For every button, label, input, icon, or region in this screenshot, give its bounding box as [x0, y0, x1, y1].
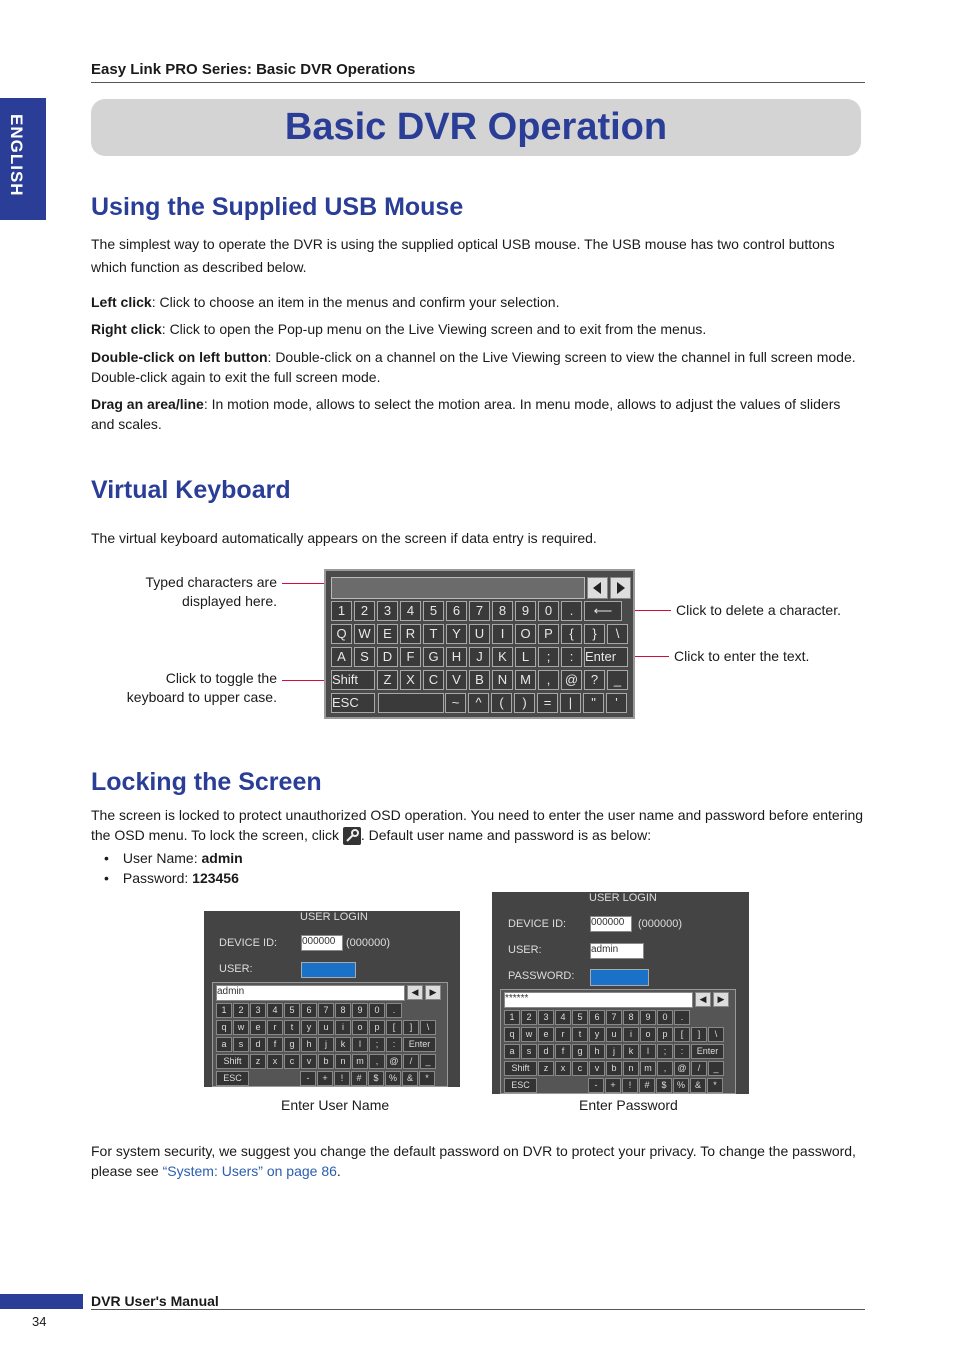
key[interactable]: P — [538, 624, 559, 644]
mini-key[interactable]: i — [623, 1027, 639, 1042]
key[interactable]: F — [400, 647, 421, 667]
key[interactable]: 7 — [469, 601, 490, 621]
user-input[interactable] — [301, 962, 356, 978]
mini-key[interactable]: t — [284, 1020, 300, 1035]
mini-right-arrow-icon[interactable]: ▶ — [713, 992, 729, 1007]
mini-key[interactable]: e — [250, 1020, 266, 1035]
virtual-keyboard — [324, 569, 635, 719]
key[interactable]: 6 — [446, 601, 467, 621]
mini-key[interactable]: h — [589, 1044, 605, 1059]
term: Drag an area/line — [91, 396, 204, 412]
user-label: USER: — [508, 944, 542, 956]
mini-key[interactable]: . — [386, 1003, 402, 1018]
key[interactable]: G — [423, 647, 444, 667]
mini-key[interactable]: , — [657, 1061, 673, 1076]
mini-keyboard — [212, 982, 448, 1087]
mini-key[interactable]: 5 — [572, 1010, 588, 1025]
user-label: USER: — [219, 963, 253, 975]
login-title: USER LOGIN — [589, 892, 657, 904]
key[interactable]: V — [446, 670, 467, 690]
mini-key[interactable]: 9 — [640, 1010, 656, 1025]
mini-key[interactable]: \ — [708, 1027, 724, 1042]
term: Left click — [91, 294, 152, 310]
key[interactable]: { — [561, 624, 582, 644]
key[interactable]: = — [537, 693, 558, 713]
mini-key[interactable]: 3 — [250, 1003, 266, 1018]
mini-key[interactable]: ! — [334, 1071, 350, 1086]
mini-left-arrow-icon[interactable]: ◀ — [695, 992, 711, 1007]
mouse-item-right-click — [91, 319, 866, 339]
callout-shift: Click to toggle the keyboard to upper case. — [126, 670, 277, 705]
mini-key[interactable]: q — [504, 1027, 520, 1042]
mini-key[interactable]: h — [301, 1037, 317, 1052]
mini-key[interactable]: s — [233, 1037, 249, 1052]
mini-key[interactable]: m — [640, 1061, 656, 1076]
mini-key[interactable]: ESC — [504, 1078, 537, 1093]
key[interactable]: . — [561, 601, 582, 621]
mini-key[interactable]: f — [267, 1037, 283, 1052]
mini-key[interactable]: y — [589, 1027, 605, 1042]
mini-key[interactable]: / — [403, 1054, 419, 1069]
mini-key[interactable]: g — [284, 1037, 300, 1052]
mini-key[interactable]: m — [352, 1054, 368, 1069]
login-screen-user — [204, 911, 460, 1087]
keyboard-heading: Virtual Keyboard — [91, 476, 291, 504]
footer-title: DVR User's Manual — [91, 1293, 219, 1309]
mouse-intro: The simplest way to operate the DVR is using the supplied optical USB mouse. The USB mouse has two control buttons which function as described below. — [91, 236, 835, 275]
key[interactable]: 8 — [492, 601, 513, 621]
mini-key[interactable]: 9 — [352, 1003, 368, 1018]
mini-key[interactable]: ESC — [216, 1071, 249, 1086]
mini-key[interactable]: 1 — [504, 1010, 520, 1025]
key[interactable]: T — [423, 624, 444, 644]
key[interactable]: U — [469, 624, 490, 644]
mini-key[interactable]: 0 — [657, 1010, 673, 1025]
mini-key[interactable]: f — [555, 1044, 571, 1059]
mini-key[interactable]: : — [386, 1037, 402, 1052]
key[interactable]: } — [584, 624, 605, 644]
cursor-left-button[interactable] — [587, 577, 608, 599]
key[interactable]: A — [331, 647, 352, 667]
password-input[interactable] — [590, 969, 649, 986]
mini-key[interactable]: ] — [691, 1027, 707, 1042]
mini-key[interactable]: q — [216, 1020, 232, 1035]
mini-key[interactable]: a — [216, 1037, 232, 1052]
mini-right-arrow-icon[interactable]: ▶ — [425, 985, 441, 1000]
typed-text-field[interactable] — [331, 577, 585, 599]
mini-key[interactable]: [ — [386, 1020, 402, 1035]
callout-delete: Click to delete a character. — [676, 602, 841, 618]
bullet-password: • Password: 123456 — [104, 870, 239, 886]
mini-key[interactable]: 7 — [606, 1010, 622, 1025]
key[interactable]: I — [492, 624, 513, 644]
mini-key[interactable]: 0 — [369, 1003, 385, 1018]
mini-key[interactable]: $ — [656, 1078, 672, 1093]
mini-key[interactable]: i — [335, 1020, 351, 1035]
key[interactable]: 4 — [400, 601, 421, 621]
key[interactable]: N — [492, 670, 513, 690]
page-title: Basic DVR Operation — [284, 106, 668, 148]
mini-key[interactable]: & — [402, 1071, 418, 1086]
bullet-value: 123456 — [192, 870, 239, 886]
mini-key[interactable]: \ — [420, 1020, 436, 1035]
key[interactable]: ; — [538, 647, 559, 667]
key[interactable]: @ — [561, 670, 582, 690]
mini-key[interactable]: % — [673, 1078, 689, 1093]
desc: : Click to choose an item in the menus and confirm your selection. — [151, 294, 560, 310]
desc: : Click to open the Pop-up menu on the Live Viewing screen and to exit from the menus. — [161, 321, 707, 337]
mini-key[interactable]: Shift — [216, 1054, 249, 1069]
mini-key[interactable]: d — [250, 1037, 266, 1052]
callout-typed: Typed characters are displayed here. — [145, 574, 277, 609]
key[interactable]: Y — [446, 624, 467, 644]
key[interactable]: E — [377, 624, 398, 644]
footer-rule — [91, 1309, 865, 1310]
key[interactable]: L — [515, 647, 536, 667]
mini-key[interactable]: y — [301, 1020, 317, 1035]
device-id-input[interactable]: 000000 — [590, 916, 632, 932]
mini-key[interactable]: Enter — [403, 1037, 436, 1052]
mini-key[interactable]: 2 — [521, 1010, 537, 1025]
mini-key[interactable]: ; — [369, 1037, 385, 1052]
security-note-end: . — [336, 1163, 341, 1179]
mini-key[interactable]: p — [369, 1020, 385, 1035]
mini-key[interactable]: ! — [622, 1078, 638, 1093]
key[interactable]: _ — [607, 670, 628, 690]
mini-key[interactable]: _ — [420, 1054, 436, 1069]
mini-key[interactable]: 7 — [318, 1003, 334, 1018]
mini-key[interactable]: s — [521, 1044, 537, 1059]
login-title: USER LOGIN — [300, 911, 368, 923]
mini-key[interactable]: ] — [403, 1020, 419, 1035]
key[interactable]: K — [492, 647, 513, 667]
mini-key[interactable]: : — [674, 1044, 690, 1059]
mini-key[interactable]: a — [504, 1044, 520, 1059]
login-screen-password — [492, 892, 749, 1094]
key[interactable]: : — [561, 647, 582, 667]
key[interactable]: ) — [514, 693, 535, 713]
key[interactable]: | — [560, 693, 581, 713]
device-id-hint: (000000) — [638, 918, 683, 930]
key[interactable]: 2 — [354, 601, 375, 621]
mini-left-arrow-icon[interactable]: ◀ — [407, 985, 423, 1000]
caption-user: Enter User Name — [281, 1097, 390, 1113]
key[interactable]: ^ — [468, 693, 489, 713]
mini-key[interactable]: o — [640, 1027, 656, 1042]
running-header: Easy Link PRO Series: Basic DVR Operations — [91, 61, 416, 78]
mini-key[interactable]: c — [284, 1054, 300, 1069]
mini-text-field[interactable]: admin — [216, 985, 405, 1001]
key[interactable]: D — [377, 647, 398, 667]
mini-key[interactable]: 6 — [301, 1003, 317, 1018]
key[interactable]: M — [515, 670, 536, 690]
mini-key[interactable]: v — [589, 1061, 605, 1076]
keyboard-intro: The virtual keyboard automatically appears on the screen if data entry is required. — [91, 530, 597, 546]
mini-key[interactable]: 4 — [555, 1010, 571, 1025]
mini-key[interactable]: Shift — [504, 1061, 537, 1076]
key[interactable]: 3 — [377, 601, 398, 621]
security-note — [91, 1141, 866, 1181]
key[interactable]: Shift — [331, 670, 375, 690]
footer-bar — [0, 1294, 83, 1309]
title-bar — [91, 99, 861, 156]
mini-key[interactable]: @ — [674, 1061, 690, 1076]
key[interactable]: Enter — [584, 647, 628, 667]
mini-key[interactable]: k — [335, 1037, 351, 1052]
mini-key[interactable]: * — [419, 1071, 435, 1086]
mini-key[interactable]: j — [318, 1037, 334, 1052]
default-credentials — [104, 848, 243, 888]
key[interactable]: C — [423, 670, 444, 690]
header-rule — [91, 82, 865, 83]
mini-key[interactable]: x — [267, 1054, 283, 1069]
callout-line — [282, 680, 330, 681]
backspace-key[interactable]: ⟵ — [584, 601, 622, 621]
mini-keyboard — [500, 989, 736, 1094]
desc: : In motion mode, allows to select the motion area. In menu mode, allows to adjust the values of sliders and scales. — [91, 396, 841, 432]
bullet-username: • User Name: admin — [104, 850, 243, 866]
mini-key[interactable]: + — [317, 1071, 333, 1086]
page-number: 34 — [32, 1314, 47, 1329]
key[interactable]: Z — [377, 670, 398, 690]
key[interactable]: X — [400, 670, 421, 690]
key[interactable]: 0 — [538, 601, 559, 621]
mini-key[interactable]: % — [385, 1071, 401, 1086]
mini-key[interactable]: & — [690, 1078, 706, 1093]
locking-intro-a: The screen is locked to protect unauthorized OSD operation. You need to enter the user name and password before entering the OSD menu. To lock the screen, click — [91, 807, 864, 843]
mini-key[interactable]: o — [352, 1020, 368, 1035]
mini-key[interactable]: $ — [368, 1071, 384, 1086]
mini-key[interactable]: - — [588, 1078, 604, 1093]
device-id-label: DEVICE ID: — [219, 937, 278, 949]
mini-key[interactable]: 6 — [589, 1010, 605, 1025]
mini-key[interactable]: # — [639, 1078, 655, 1093]
term: Right click — [91, 321, 162, 337]
device-id-hint: (000000) — [346, 937, 391, 949]
users-page-link[interactable]: “System: Users” on page 86 — [162, 1163, 337, 1179]
arrow-left-icon — [593, 582, 601, 594]
mini-key[interactable]: j — [606, 1044, 622, 1059]
key[interactable]: W — [354, 624, 375, 644]
language-tab — [0, 98, 46, 220]
key[interactable]: B — [469, 670, 490, 690]
lock-icon — [343, 827, 361, 845]
locking-intro — [91, 805, 866, 845]
mini-key[interactable]: 4 — [267, 1003, 283, 1018]
key[interactable]: \ — [607, 624, 628, 644]
mini-key[interactable]: z — [538, 1061, 554, 1076]
mini-key[interactable]: 3 — [538, 1010, 554, 1025]
device-id-label: DEVICE ID: — [508, 918, 567, 930]
mini-key[interactable]: . — [674, 1010, 690, 1025]
cursor-right-button[interactable] — [610, 577, 631, 599]
key[interactable]: " — [583, 693, 604, 713]
mini-key[interactable]: x — [555, 1061, 571, 1076]
mini-key[interactable]: g — [572, 1044, 588, 1059]
key[interactable]: R — [400, 624, 421, 644]
mini-key[interactable]: r — [267, 1020, 283, 1035]
key[interactable]: ~ — [445, 693, 466, 713]
key[interactable]: S — [354, 647, 375, 667]
mini-key[interactable]: n — [623, 1061, 639, 1076]
key[interactable]: H — [446, 647, 467, 667]
mini-key[interactable]: + — [605, 1078, 621, 1093]
mini-key[interactable]: # — [351, 1071, 367, 1086]
mini-key[interactable]: / — [691, 1061, 707, 1076]
key[interactable]: O — [515, 624, 536, 644]
language-tab-label: ENGLISH — [7, 114, 26, 197]
arrow-right-icon — [617, 582, 625, 594]
mini-key[interactable]: u — [606, 1027, 622, 1042]
bullet-label: User Name: — [122, 850, 202, 866]
locking-heading: Locking the Screen — [91, 768, 322, 796]
mini-key[interactable]: l — [640, 1044, 656, 1059]
mini-key[interactable]: 2 — [233, 1003, 249, 1018]
mini-key[interactable]: v — [301, 1054, 317, 1069]
key[interactable]: ? — [584, 670, 605, 690]
password-label: PASSWORD: — [508, 970, 575, 982]
mini-key[interactable]: ; — [657, 1044, 673, 1059]
mini-key[interactable]: w — [521, 1027, 537, 1042]
bullet-label: Password: — [122, 870, 193, 886]
mouse-item-double-click — [91, 347, 866, 387]
mini-key[interactable]: r — [555, 1027, 571, 1042]
key[interactable]: ( — [491, 693, 512, 713]
mouse-item-drag — [91, 394, 866, 434]
mini-key[interactable]: p — [657, 1027, 673, 1042]
mini-key[interactable]: 5 — [284, 1003, 300, 1018]
key[interactable]: , — [538, 670, 559, 690]
mini-key[interactable]: - — [300, 1071, 316, 1086]
mouse-item-left-click — [91, 292, 866, 312]
key[interactable]: 5 — [423, 601, 444, 621]
mini-key[interactable]: k — [623, 1044, 639, 1059]
mini-key[interactable]: * — [707, 1078, 723, 1093]
mini-key[interactable]: , — [369, 1054, 385, 1069]
mini-key[interactable]: t — [572, 1027, 588, 1042]
mini-key[interactable]: c — [572, 1061, 588, 1076]
key[interactable]: 9 — [515, 601, 536, 621]
mini-key[interactable]: u — [318, 1020, 334, 1035]
callout-enter: Click to enter the text. — [674, 648, 810, 664]
key[interactable]: Q — [331, 624, 352, 644]
mini-key[interactable]: b — [606, 1061, 622, 1076]
desc: : Double-click on a channel on the Live Viewing screen to view the channel in full screen mode. Double-click again to exit the full screen mode. — [91, 349, 856, 385]
mini-key[interactable]: n — [335, 1054, 351, 1069]
callout-line — [282, 583, 330, 584]
space-key[interactable] — [378, 693, 444, 713]
mini-key[interactable]: d — [538, 1044, 554, 1059]
mini-key[interactable]: w — [233, 1020, 249, 1035]
mini-text-field[interactable]: ****** — [504, 992, 693, 1008]
mini-key[interactable]: Enter — [691, 1044, 724, 1059]
mini-key[interactable]: 1 — [216, 1003, 232, 1018]
mini-key[interactable]: 8 — [335, 1003, 351, 1018]
key[interactable]: ' — [606, 693, 627, 713]
mini-key[interactable]: [ — [674, 1027, 690, 1042]
mini-key[interactable]: z — [250, 1054, 266, 1069]
mini-key[interactable]: @ — [386, 1054, 402, 1069]
term: Double-click on left button — [91, 349, 268, 365]
key[interactable]: ESC — [331, 693, 375, 713]
caption-password: Enter Password — [579, 1097, 678, 1113]
key[interactable]: J — [469, 647, 490, 667]
key[interactable]: 1 — [331, 601, 352, 621]
bullet-value: admin — [201, 850, 243, 866]
mini-key[interactable]: b — [318, 1054, 334, 1069]
locking-intro-b: . Default user name and password is as below: — [360, 827, 652, 843]
mini-key[interactable]: _ — [708, 1061, 724, 1076]
mini-key[interactable]: e — [538, 1027, 554, 1042]
mini-key[interactable]: 8 — [623, 1010, 639, 1025]
mouse-heading: Using the Supplied USB Mouse — [91, 193, 464, 221]
user-input[interactable]: admin — [590, 943, 644, 959]
device-id-input[interactable]: 000000 — [301, 935, 343, 951]
mini-key[interactable]: l — [352, 1037, 368, 1052]
security-note-text: For system security, we suggest you change the default password on DVR to protect your privacy. To change the password, please see — [91, 1143, 856, 1179]
